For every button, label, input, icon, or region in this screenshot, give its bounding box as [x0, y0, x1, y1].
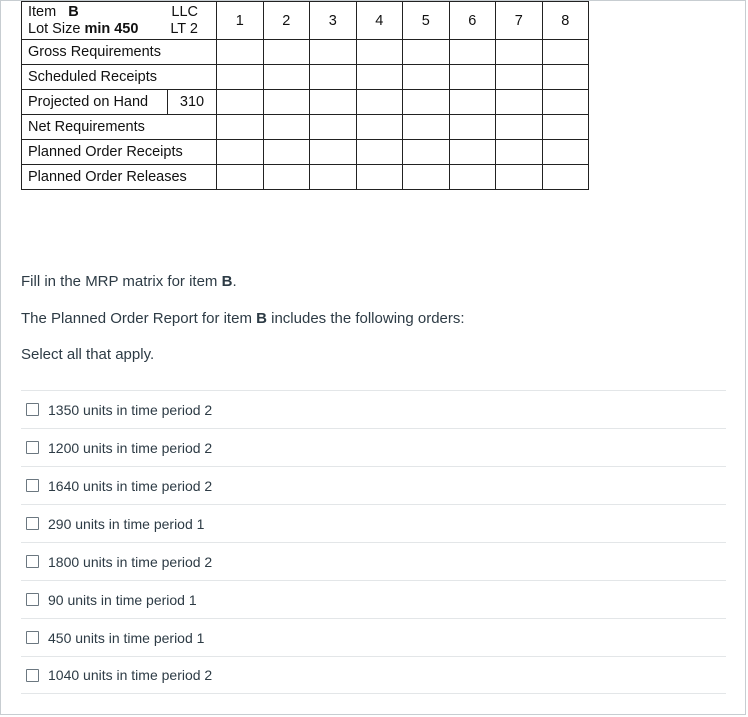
matrix-cell [403, 165, 450, 190]
row-label: Planned Order Releases [22, 165, 217, 190]
period-header: 5 [403, 2, 450, 40]
checkbox[interactable] [26, 593, 39, 606]
matrix-cell [263, 115, 310, 140]
answer-option[interactable] [21, 390, 726, 428]
matrix-cell [263, 90, 310, 115]
initial-on-hand-value: 310 [179, 94, 205, 110]
item-value: B [68, 4, 79, 20]
checkbox[interactable] [26, 631, 39, 644]
planned-order-receipts-row [22, 140, 589, 165]
answer-label: 450 units in time period 1 [48, 629, 205, 646]
projected-on-hand-row [22, 90, 589, 115]
matrix-cell [496, 90, 543, 115]
answer-label: 1800 units in time period 2 [48, 553, 213, 570]
answer-option[interactable] [21, 580, 726, 618]
row-label: Planned Order Receipts [22, 140, 217, 165]
matrix-cell [356, 165, 403, 190]
matrix-cell [403, 140, 450, 165]
matrix-cell [542, 90, 589, 115]
net-requirements-row [22, 115, 589, 140]
matrix-cell [542, 40, 589, 65]
matrix-cell [310, 165, 357, 190]
period-header: 1 [217, 2, 264, 40]
planned-order-releases-row [22, 165, 589, 190]
answer-option[interactable] [21, 656, 726, 694]
matrix-cell [449, 115, 496, 140]
matrix-cell [356, 140, 403, 165]
item-label: Item [28, 4, 57, 20]
question-item: B [256, 310, 267, 327]
answer-label: 1200 units in time period 2 [48, 439, 213, 456]
matrix-cell [542, 115, 589, 140]
lot-size-label: Lot Size [28, 21, 81, 37]
matrix-cell [449, 140, 496, 165]
period-header: 6 [449, 2, 496, 40]
checkbox[interactable] [26, 517, 39, 530]
matrix-cell [496, 115, 543, 140]
matrix-cell [542, 165, 589, 190]
matrix-cell [263, 65, 310, 90]
matrix-cell [542, 65, 589, 90]
matrix-cell [217, 140, 264, 165]
answer-label: 1040 units in time period 2 [48, 667, 213, 683]
question-text: Fill in the MRP matrix for item [21, 273, 222, 290]
checkbox[interactable] [26, 403, 39, 416]
matrix-cell [496, 165, 543, 190]
matrix-cell [449, 40, 496, 65]
matrix-cell [310, 40, 357, 65]
scheduled-receipts-row [22, 65, 589, 90]
mrp-table [21, 1, 589, 190]
instruction-text: Select all that apply. [21, 346, 155, 363]
matrix-cell [356, 40, 403, 65]
matrix-cell [310, 90, 357, 115]
matrix-cell [263, 40, 310, 65]
matrix-cell [356, 90, 403, 115]
lot-size-value: min 450 [84, 21, 139, 37]
answer-option[interactable] [21, 618, 726, 656]
answer-list [21, 390, 726, 694]
question-text: includes the following orders: [266, 310, 465, 327]
matrix-cell [217, 165, 264, 190]
answer-label: 1350 units in time period 2 [48, 401, 213, 418]
llc-label: LLC [171, 4, 198, 20]
question-line-2 [21, 310, 465, 327]
matrix-cell [263, 140, 310, 165]
answer-option[interactable] [21, 466, 726, 504]
answer-label: 1640 units in time period 2 [48, 477, 213, 494]
checkbox[interactable] [26, 555, 39, 568]
matrix-cell [263, 165, 310, 190]
checkbox[interactable] [26, 479, 39, 492]
matrix-cell [217, 65, 264, 90]
matrix-cell [356, 115, 403, 140]
matrix-cell [449, 165, 496, 190]
row-label: Scheduled Receipts [22, 65, 217, 90]
matrix-cell [403, 115, 450, 140]
row-label-projected [22, 90, 217, 115]
answer-option[interactable] [21, 504, 726, 542]
row-label: Net Requirements [22, 115, 217, 140]
matrix-cell [217, 40, 264, 65]
row-label: Projected on Hand [22, 90, 168, 114]
matrix-cell [496, 65, 543, 90]
checkbox[interactable] [26, 669, 39, 682]
mrp-header-cell [22, 2, 217, 40]
matrix-cell [217, 90, 264, 115]
question-line-1 [21, 273, 237, 290]
matrix-cell [310, 65, 357, 90]
matrix-cell [496, 140, 543, 165]
row-label: Gross Requirements [22, 40, 217, 65]
answer-option[interactable] [21, 542, 726, 580]
gross-requirements-row [22, 40, 589, 65]
matrix-cell [403, 65, 450, 90]
answer-label: 90 units in time period 1 [48, 591, 197, 608]
question-text: . [232, 273, 237, 290]
period-header: 8 [542, 2, 589, 40]
lt-label: LT 2 [170, 21, 198, 37]
matrix-cell [403, 40, 450, 65]
question-text: The Planned Order Report for item [21, 310, 257, 327]
period-header: 2 [263, 2, 310, 40]
mrp-header-row [22, 2, 589, 40]
period-header: 7 [496, 2, 543, 40]
matrix-cell [496, 40, 543, 65]
matrix-cell [449, 90, 496, 115]
matrix-cell [403, 90, 450, 115]
checkbox[interactable] [26, 441, 39, 454]
matrix-cell [449, 65, 496, 90]
question-item: B [221, 273, 233, 290]
answer-option[interactable] [21, 428, 726, 466]
matrix-cell [217, 115, 264, 140]
matrix-cell [310, 115, 357, 140]
period-header: 3 [310, 2, 357, 40]
matrix-cell [356, 65, 403, 90]
matrix-cell [310, 140, 357, 165]
matrix-cell [542, 140, 589, 165]
answer-label: 290 units in time period 1 [48, 515, 205, 532]
period-header: 4 [356, 2, 403, 40]
